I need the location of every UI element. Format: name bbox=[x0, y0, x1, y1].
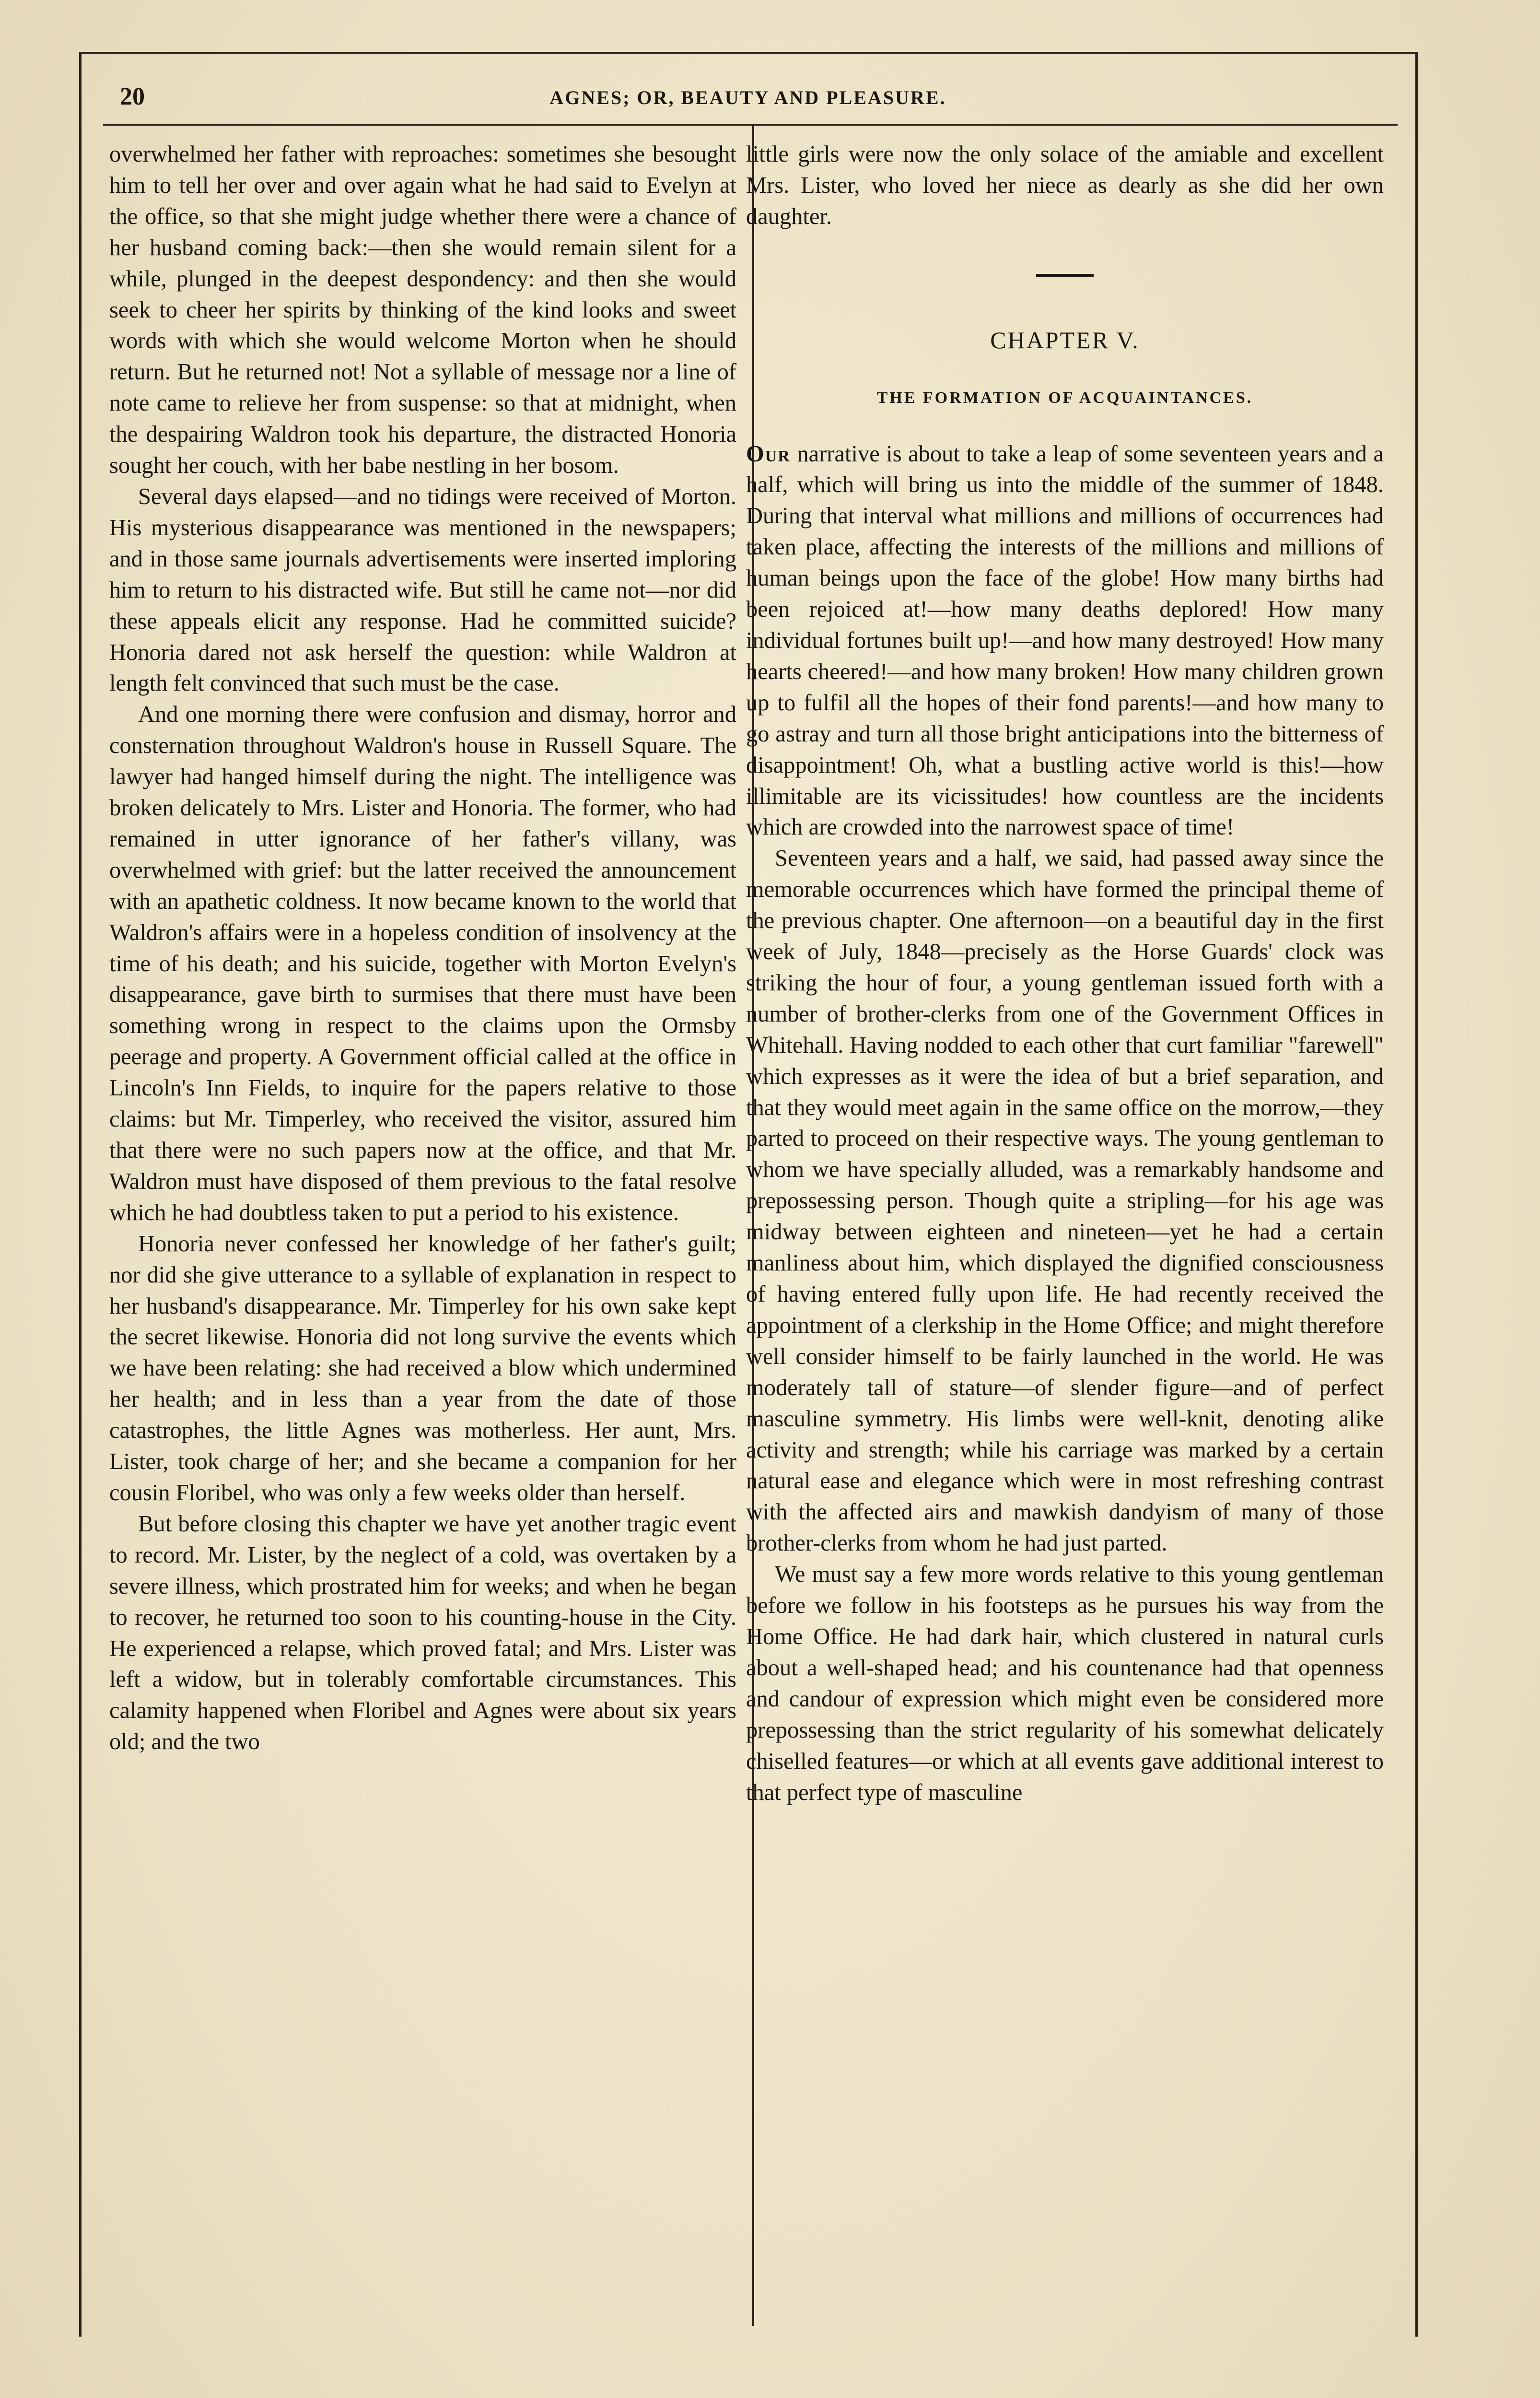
paragraph: Several days elapsed—and no tidings were received of Morton. His mysterious disappearance was mentioned in the newspapers; and in those same journals advertisements were inserted imploring him to return to his distracted wife. But still he came not—nor did these appeals elicit any response. Had he committed suicide? Honoria dared not ask herself the question: while Waldron at length felt convinced that such must be the case. bbox=[109, 483, 736, 696]
left-column bbox=[109, 139, 736, 1758]
paragraph: But before closing this chapter we have yet another tragic event to record. Mr. Lister, by the neglect of a cold, was overtaken by a severe illness, which prostrated him for weeks; and when he began to recover, he returned too soon to his counting-house in the City. He experienced a relapse, which proved fatal; and Mrs. Lister was left a widow, but in tolerably comfortable circumstances. This calamity happened when Floribel and Agnes were about six years old; and the two bbox=[109, 1511, 736, 1755]
page-header bbox=[96, 82, 1400, 121]
paragraph: Honoria never confessed her knowledge of her father's guilt; nor did she give utterance to a syllable of explanation in respect to her husband's disappearance. Mr. Timperley for his own sake kept the secret likewise. Honoria did not long survive the events which we have been relating: she had received a blow which undermined her health; and in less than a year from the date of those catastrophes, the little Agnes was motherless. Her aunt, Mrs. Lister, took charge of her; and she became a companion for her cousin Floribel, who was only a few weeks older than herself. bbox=[109, 1231, 736, 1505]
header-rule bbox=[103, 124, 1398, 126]
right-column bbox=[746, 139, 1384, 1808]
paragraph: little girls were now the only solace of the amiable and excellent Mrs. Lister, who loved her niece as dearly as she did her own daughter. bbox=[746, 141, 1384, 229]
paragraph: And one morning there were confusion and dismay, horror and consternation throughout Waldron's house in Russell Square. The lawyer had hanged himself during the night. The intelligence was broken delicately to Mrs. Lister and Honoria. The former, who had remained in utter ignorance of her father's villany, was overwhelmed with grief: but the latter received the announcement with an apathetic coldness. It now became known to the world that Waldron's affairs were in a hopeless condition of insolvency at the time of his death; and his suicide, together with Morton Evelyn's disappearance, gave birth to surmises that there must have been something wrong in respect to the claims upon the Ormsby peerage and property. A Government official called at the office in Lincoln's Inn Fields, to inquire for the papers relative to those claims: but Mr. Timperley, who received the visitor, assured him that there were no such papers now at the office, and that Mr. Waldron must have disposed of them previous to the fatal resolve which he had doubtless taken to put a period to his existence. bbox=[109, 702, 736, 1225]
paragraph: overwhelmed her father with reproaches: sometimes she besought him to tell her over and over again what he had said to Evelyn at the office, so that she might judge whether there were a chance of her husband coming back:—then she would remain silent for a while, plunged in the deepest despondency: and then she would seek to cheer her spirits by thinking of the kind looks and sweet words with which she would welcome Morton when he should return. But he returned not! Not a syllable of message nor a line of note came to relieve her from suspense: so that at midnight, when the despairing Waldron took his departure, the distracted Honoria sought her couch, with her babe nestling in her bosom. bbox=[109, 141, 736, 479]
chapter-title: CHAPTER V. bbox=[990, 326, 1140, 353]
chapter-opening-paragraph bbox=[746, 439, 1384, 844]
paragraph: We must say a few more words relative to this young gentleman before we follow in his footsteps as he pursues his way from the Home Office. He had dark hair, which clustered in natural curls about a well-shaped head; and his countenance had that openness and candour of expression which might even be considered more prepossessing than the strict regularity of his somewhat delicately chiselled features—or which at all events gave additional interest to that perfect type of masculine bbox=[746, 1562, 1384, 1805]
page-number: 20 bbox=[120, 83, 145, 110]
chapter-subtitle: THE FORMATION OF ACQUAINTANCES. bbox=[876, 388, 1253, 407]
opening-word: Our bbox=[746, 441, 791, 467]
chapter-separator-rule bbox=[1036, 274, 1094, 277]
opening-text: narrative is about to take a leap of some seventeen years and a half, which will bring us into the middle of the summer of 1848. During that interval what millions and millions of occurrences had taken place, affecting the interests of the millions and millions of human beings upon the face of the globe! How many births had been rejoiced at!—how many deaths deplored! How many individual fortunes built up!—and how many destroyed! How many hearts cheered!—and how many broken! How many children grown up to fulfil all the hopes of their fond parents!—and how many to go astray and turn all those bright anticipations into the bitterness of disappointment! Oh, what a bustling active world is this!—how illimitable are its vicissitudes! how countless are the incidents which are crowded into the narrowest space of time! bbox=[746, 441, 1384, 840]
paragraph: Seventeen years and a half, we said, had passed away since the memorable occurrences which have formed the principal theme of the previous chapter. One afternoon—on a beautiful day in the first week of July, 1848—precisely as the Horse Guards' clock was striking the hour of four, a young gentleman issued forth with a number of brother-clerks from one of the Government Offices in Whitehall. Having nodded to each other that curt familiar "farewell" which expresses as it were the idea of but a brief separation, and that they would meet again in the same office on the morrow,—they parted to proceed on their respective ways. The young gentleman to whom we have specially alluded, was a remarkably handsome and prepossessing person. Though quite a stripling—for his age was midway between eighteen and nineteen—yet he had a certain manliness about him, which displayed the dignified consciousness of having entered fully upon life. He had recently received the appointment of a clerkship in the Home Office; and might therefore well consider himself to be fairly launched in the world. He was moderately tall of stature—of slender figure—and of perfect masculine symmetry. His limbs were well-knit, denoting alike activity and strength; while his carriage was marked by a certain natural ease and elegance which were in most refreshing contrast with the affected airs and mawkish dandyism of many of those brother-clerks from whom he had just parted. bbox=[746, 846, 1384, 1556]
running-head: AGNES; OR, BEAUTY AND PLEASURE. bbox=[549, 87, 946, 108]
